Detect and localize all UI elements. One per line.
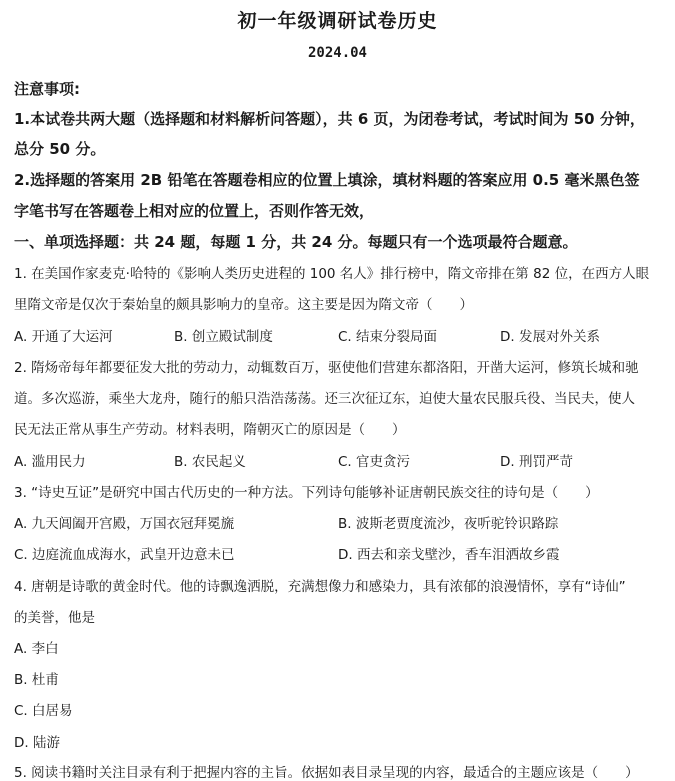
question-3-option-d[interactable]: D. 西去和亲戈壁沙，香车泪洒故乡霞 (338, 547, 560, 563)
question-1-option-a[interactable]: A. 开通了大运河 (14, 329, 113, 345)
page-title: 初一年级调研试卷历史 (237, 10, 438, 32)
question-4-option-b[interactable]: B. 杜甫 (14, 672, 59, 688)
question-2-stem-line-1: 2. 隋炀帝每年都要征发大批的劳动力，动辄数百万，驱使他们营建东都洛阳，开凿大运河，修筑长城和驰 (14, 360, 639, 376)
question-5-stem-line-1: 5. 阅读书籍时关注目录有利于把握内容的主旨。依据如表目录呈现的内容，最适合的主题应该是（ ） (14, 765, 639, 781)
question-1-option-b[interactable]: B. 创立殿试制度 (174, 329, 273, 345)
question-2-stem-line-3: 民无法正常从事生产劳动。材料表明，隋朝灭亡的原因是（ ） (14, 422, 406, 438)
section-heading: 一、单项选择题：共 24 题，每题 1 分，共 24 分。每题只有一个选项最符合题意。 (14, 233, 578, 251)
question-1-option-c[interactable]: C. 结束分裂局面 (338, 329, 438, 345)
question-4-option-a[interactable]: A. 李白 (14, 641, 59, 657)
question-4-option-c[interactable]: C. 白居易 (14, 703, 73, 719)
exam-date: 2024.04 (307, 45, 367, 61)
question-1-option-d[interactable]: D. 发展对外关系 (500, 329, 600, 345)
question-2-option-a[interactable]: A. 滥用民力 (14, 454, 86, 470)
question-2-option-c[interactable]: C. 官吏贪污 (338, 454, 411, 470)
question-3-option-c[interactable]: C. 边庭流血成海水，武皇开边意未已 (14, 547, 235, 563)
notice-item-2-line-1: 2.选择题的答案用 2B 铅笔在答题卷相应的位置上填涂，填材料题的答案应用 0.5 毫米黑色签 (14, 171, 640, 189)
question-2-option-b[interactable]: B. 农民起义 (174, 454, 246, 470)
notice-item-1-line-2: 总分 50 分。 (14, 140, 106, 158)
question-1-stem-line-1: 1. 在美国作家麦克·哈特的《影响人类历史进程的 100 名人》排行榜中，隋文帝排在第 82 位，在西方人眼 (14, 266, 650, 282)
notice-heading: 注意事项: (14, 80, 80, 98)
question-4-stem-line-1: 4. 唐朝是诗歌的黄金时代。他的诗飘逸洒脱，充满想像力和感染力，具有浓郁的浪漫情怀，享有“诗仙” (14, 579, 626, 595)
question-3-option-a[interactable]: A. 九天阊阖开宫殿，万国衣冠拜冕旒 (14, 516, 235, 532)
question-2-option-d[interactable]: D. 刑罚严苛 (500, 454, 573, 470)
notice-item-2-line-2: 字笔书写在答题卷上相对应的位置上，否则作答无效， (14, 202, 375, 220)
question-3-stem-line-1: 3. “诗史互证”是研究中国古代历史的一种方法。下列诗句能够补证唐朝民族交往的诗句是（ ） (14, 485, 599, 501)
notice-item-1-line-1: 1.本试卷共两大题（选择题和材料解析问答题），共 6 页，为闭卷考试，考试时间为 50 分钟， (14, 110, 645, 128)
question-4-stem-line-2: 的美誉，他是 (14, 610, 95, 626)
question-1-stem-line-2: 里隋文帝是仅次于秦始皇的颇具影响力的皇帝。这主要是因为隋文帝（ ） (14, 297, 473, 313)
question-3-option-b[interactable]: B. 波斯老贾度流沙，夜听驼铃识路踪 (338, 516, 559, 532)
question-4-option-d[interactable]: D. 陆游 (14, 735, 60, 751)
question-2-stem-line-2: 道。多次巡游，乘坐大龙舟，随行的船只浩浩荡荡。还三次征辽东，迫使大量农民服兵役、当民夫，使人 (14, 391, 635, 407)
